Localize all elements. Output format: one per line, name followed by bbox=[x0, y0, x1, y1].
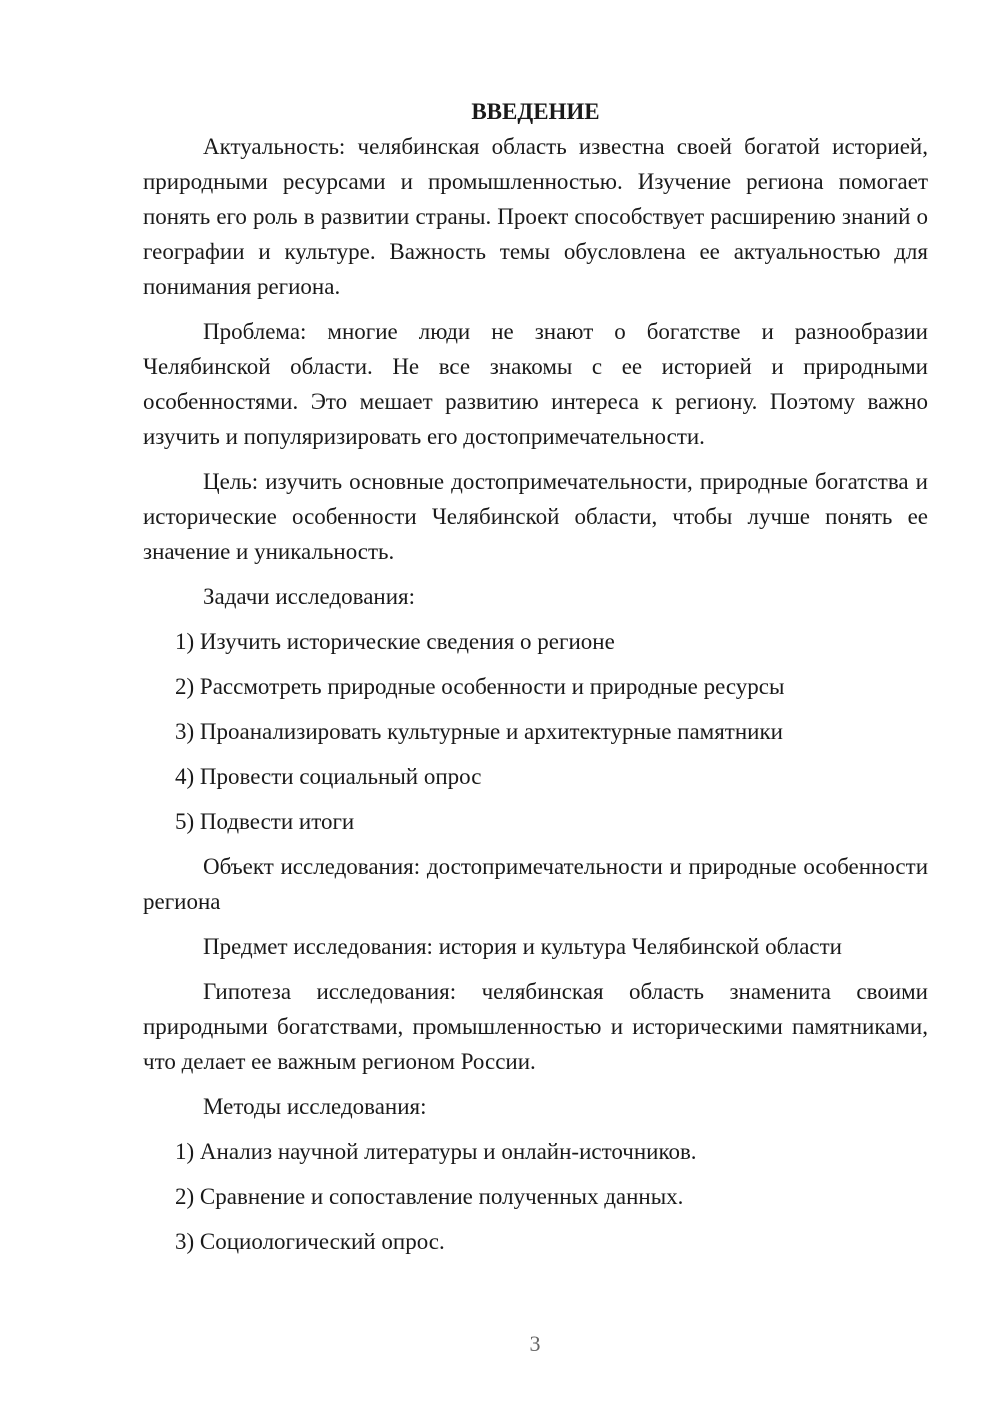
page-number: 3 bbox=[529, 1331, 541, 1356]
methods-list bbox=[143, 1134, 928, 1259]
methods-heading: Методы исследования: bbox=[203, 1094, 427, 1119]
task-item-5: 5) Подвести итоги bbox=[175, 809, 355, 834]
task-item-4: 4) Провести социальный опрос bbox=[175, 764, 482, 789]
relevance-paragraph: Актуальность: челябинская область известна своей богатой историей, природными ресурсами и промышленностью. Изучение региона помогает понять его роль в развитии страны. Проект способствует расширению знаний о географии и культуре. Важность темы обусловлена ее актуальностью для понимания региона. bbox=[143, 134, 928, 299]
method-item-3: 3) Социологический опрос. bbox=[175, 1229, 445, 1254]
page-content bbox=[143, 94, 928, 1269]
object-paragraph: Объект исследования: достопримечательности и природные особенности региона bbox=[143, 854, 928, 914]
task-item-2: 2) Рассмотреть природные особенности и природные ресурсы bbox=[175, 674, 785, 699]
tasks-heading: Задачи исследования: bbox=[203, 584, 416, 609]
subject-paragraph: Предмет исследования: история и культура Челябинской области bbox=[203, 934, 842, 959]
tasks-list bbox=[143, 624, 928, 839]
problem-paragraph: Проблема: многие люди не знают о богатстве и разнообразии Челябинской области. Не все знакомы с ее историей и природными особенностями. Это мешает развитию интереса к региону. Поэтому важно изучить и популяризировать его достопримечательности. bbox=[143, 319, 928, 449]
method-item-1: 1) Анализ научной литературы и онлайн-источников. bbox=[175, 1139, 697, 1164]
task-item-3: 3) Проанализировать культурные и архитектурные памятники bbox=[175, 719, 783, 744]
hypothesis-paragraph: Гипотеза исследования: челябинская область знаменита своими природными богатствами, промышленностью и историческими памятниками, что делает ее важным регионом России. bbox=[143, 979, 928, 1074]
goal-paragraph: Цель: изучить основные достопримечательности, природные богатства и исторические особенности Челябинской области, чтобы лучше понять ее значение и уникальность. bbox=[143, 469, 928, 564]
section-title: ВВЕДЕНИЕ bbox=[471, 99, 600, 124]
method-item-2: 2) Сравнение и сопоставление полученных данных. bbox=[175, 1184, 684, 1209]
task-item-1: 1) Изучить исторические сведения о регионе bbox=[175, 629, 615, 654]
